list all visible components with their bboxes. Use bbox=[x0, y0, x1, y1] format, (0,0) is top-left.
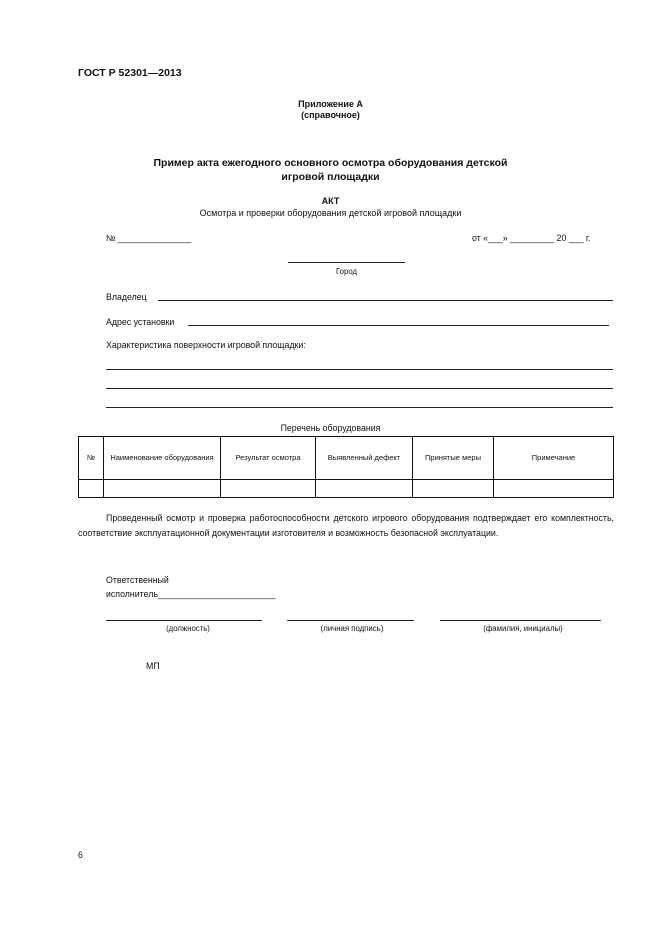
owner-label: Владелец bbox=[106, 292, 147, 302]
conclusion-paragraph: Проведенный осмотр и проверка работоспособности детского игрового оборудования подтверждает его комплектность, соответствие эксплуатационной документации изготовителя и возможность безопасной эксплуатации. bbox=[78, 513, 614, 538]
surface-label: Характеристика поверхности игровой площадки: bbox=[106, 340, 306, 350]
position-line bbox=[106, 620, 262, 621]
table-cell bbox=[494, 480, 614, 498]
title-line-2: игровой площадки bbox=[281, 171, 380, 183]
table-cell bbox=[413, 480, 494, 498]
position-caption: (должность) bbox=[166, 624, 210, 633]
page-number: 6 bbox=[78, 850, 83, 860]
col-measures: Принятые меры bbox=[413, 437, 494, 480]
akt-heading: АКТ bbox=[321, 196, 340, 206]
executor-label: исполнитель________________________ bbox=[106, 589, 276, 599]
signature-caption: (личная подпись) bbox=[320, 624, 384, 633]
address-line bbox=[188, 325, 609, 326]
responsible-block bbox=[106, 573, 275, 601]
city-label: Город bbox=[335, 267, 358, 276]
akt-subtitle: Осмотра и проверки оборудования детской игровой площадки bbox=[199, 208, 462, 218]
annex-title: Приложение А bbox=[298, 99, 363, 109]
annex-label bbox=[0, 99, 661, 121]
document-header: ГОСТ Р 52301—2013 bbox=[78, 67, 182, 79]
responsible-label: Ответственный bbox=[106, 575, 169, 585]
table-cell bbox=[104, 480, 221, 498]
city-line bbox=[288, 262, 405, 263]
stamp-placeholder: МП bbox=[146, 661, 160, 671]
address-label: Адрес установки bbox=[106, 317, 175, 327]
act-date-field: от «___» _________ 20 ___ г. bbox=[472, 233, 591, 243]
title-line-1: Пример акта ежегодного основного осмотра оборудования детской bbox=[153, 157, 508, 169]
annex-note: (справочное) bbox=[301, 110, 360, 120]
table-cell bbox=[79, 480, 104, 498]
col-number: № bbox=[79, 437, 104, 480]
equipment-list-title: Перечень оборудования bbox=[280, 423, 381, 433]
document-title bbox=[0, 156, 661, 184]
table-cell bbox=[221, 480, 316, 498]
col-notes: Примечание bbox=[494, 437, 614, 480]
surface-line-2 bbox=[106, 388, 613, 389]
owner-line bbox=[158, 300, 613, 301]
name-caption: (фамилия, инициалы) bbox=[483, 624, 563, 633]
table-header-row bbox=[79, 437, 614, 480]
equipment-table bbox=[78, 436, 614, 498]
col-inspection-result: Результат осмотра bbox=[221, 437, 316, 480]
surface-line-1 bbox=[106, 369, 613, 370]
table-cell bbox=[316, 480, 413, 498]
name-line bbox=[440, 620, 601, 621]
table-row bbox=[79, 480, 614, 498]
col-equipment-name: Наименование оборудования bbox=[104, 437, 221, 480]
act-number-field: № _______________ bbox=[106, 233, 192, 243]
surface-line-3 bbox=[106, 407, 613, 408]
col-defect: Выявленный дефект bbox=[316, 437, 413, 480]
signature-line bbox=[287, 620, 414, 621]
